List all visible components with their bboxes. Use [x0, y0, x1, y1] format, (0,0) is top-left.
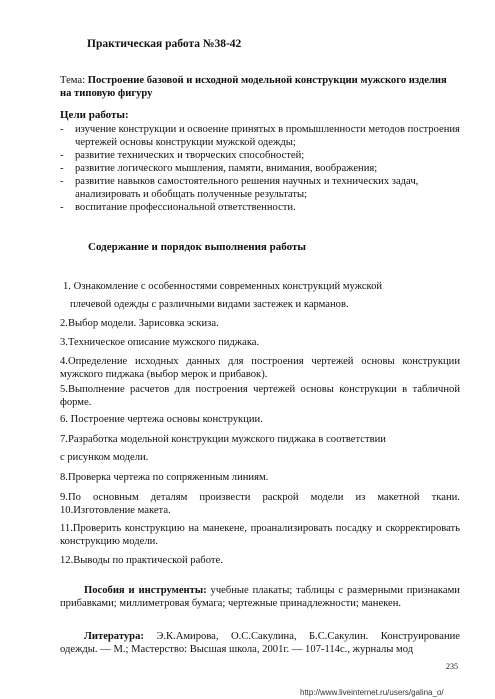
- aids-text: учебные плакаты; таблицы с размерными признаками прибавками; миллиметровая бумага; чертежные принадлежности; манекен.: [60, 585, 460, 609]
- watermark-url: http://www.liveinternet.ru/users/galina_o/: [300, 688, 444, 697]
- step-item: с рисунком модели.: [60, 452, 149, 463]
- step-item: плечевой одежды с различными видами застежек и карманов.: [70, 299, 349, 310]
- step-item: 5.Выполнение расчетов для построения чертежей основы конструкции в табличной форме.: [60, 384, 460, 408]
- literature-label: Литература:: [84, 631, 144, 642]
- goals-heading: Цели работы:: [60, 109, 129, 121]
- goals-list: [60, 123, 480, 214]
- step-item: 9.По основным деталям произвести раскрой модели из макетной ткани.: [60, 492, 460, 503]
- step-item: 10.Изготовление макета.: [60, 505, 171, 516]
- step-item: 7.Разработка модельной конструкции мужского пиджака в соответствии: [60, 434, 386, 445]
- goal-item: - развитие технических и творческих способностей;: [60, 150, 305, 161]
- page-number: 235: [446, 662, 458, 671]
- step-item: 11.Проверить конструкцию на манекене, проанализировать посадку и скорректировать конструкцию модели.: [60, 523, 460, 547]
- topic-label: Тема:: [60, 75, 86, 86]
- step-item: 4.Определение исходных данных для построения чертежей основы конструкции мужского пиджака (выбор мерок и прибавок).: [60, 356, 460, 380]
- step-item: 12.Выводы по практической работе.: [60, 555, 223, 566]
- aids-paragraph: [60, 584, 460, 610]
- step-item: 1. Ознакомление с особенностями современных конструкций мужской: [63, 281, 383, 292]
- literature-text: Э.К.Амирова, О.С.Сакулина, Б.С.Сакулин. Конструирование одежды. — М.; Мастерство: Высшая школа, 2001г. — 107-114с., журналы мод: [60, 631, 460, 655]
- literature-paragraph: [60, 630, 460, 656]
- step-item: 6. Построение чертежа основы конструкции.: [60, 414, 263, 425]
- step-item: 2.Выбор модели. Зарисовка эскиза.: [60, 318, 219, 329]
- goal-item: - изучение конструкции и освоение принятых в промышленности методов построения чертежей основы конструкции мужской одежды;: [60, 124, 460, 148]
- step-item: 8.Проверка чертежа по сопряженным линиям.: [60, 472, 269, 483]
- content-heading: Содержание и порядок выполнения работы: [88, 241, 306, 253]
- goal-item: - развитие навыков самостоятельного решения научных и технических задач, анализировать и обобщать полученные результаты;: [60, 176, 419, 200]
- topic-text: Построение базовой и исходной модельной конструкции мужского изделия на типовую фигуру: [60, 75, 447, 99]
- aids-label: Пособия и инструменты:: [84, 585, 207, 596]
- page-title: Практическая работа №38-42: [87, 38, 242, 50]
- topic: [60, 74, 458, 100]
- goal-item: - развитие логического мышления, памяти, внимания, воображения;: [60, 163, 378, 174]
- goal-item: - воспитание профессиональной ответственности.: [60, 202, 296, 213]
- step-item: 3.Техническое описание мужского пиджака.: [60, 337, 260, 348]
